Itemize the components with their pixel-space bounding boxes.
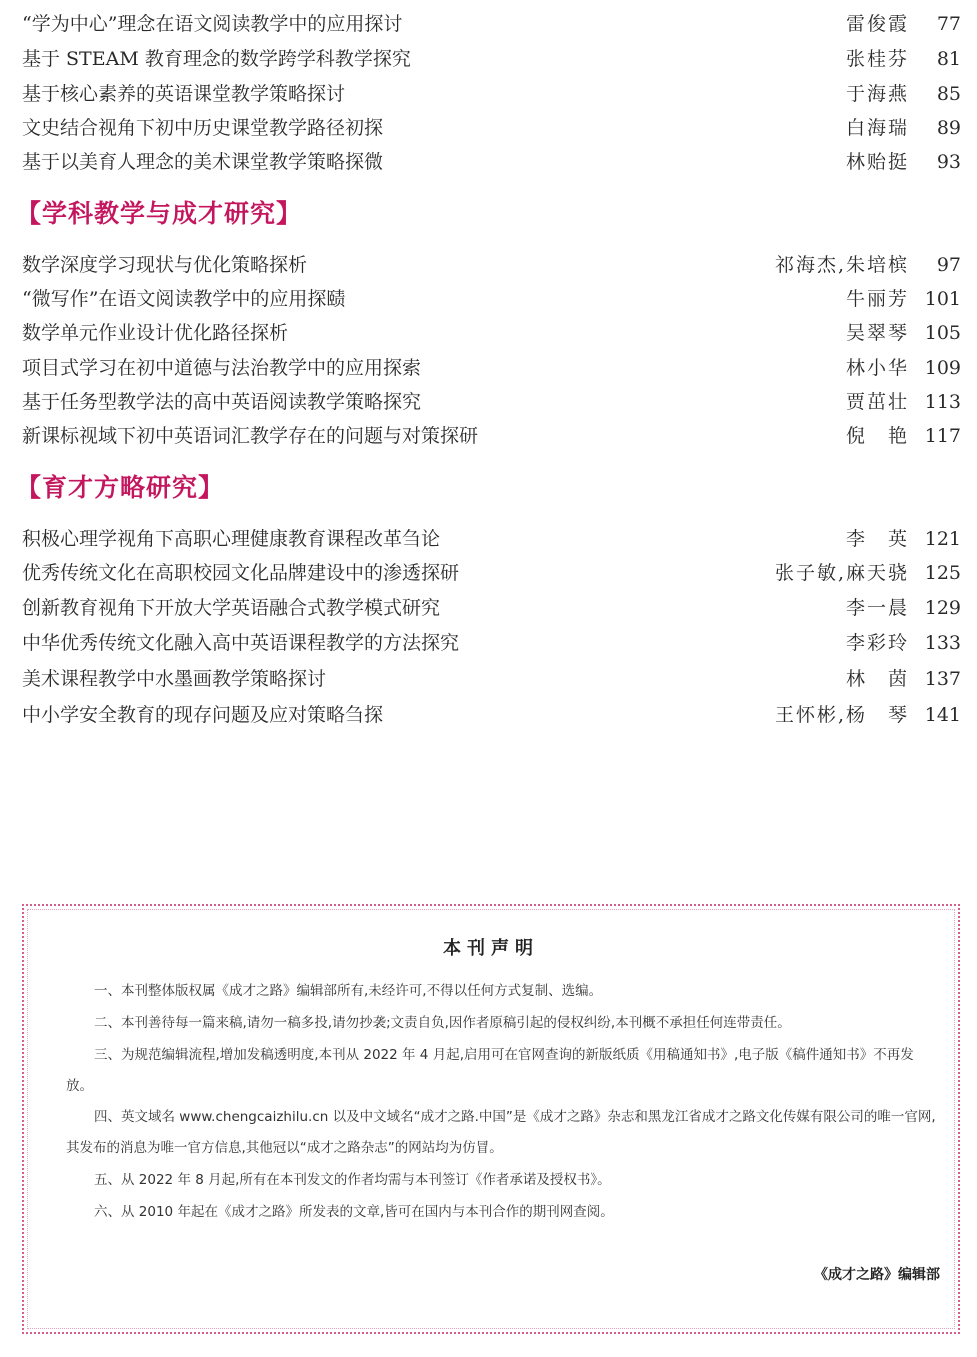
notice-item: 四、英文域名 www.chengcaizhilu.cn 以及中文域名“成才之路.中国”是《成才之路》杂志和黑龙江省成才之路文化传媒有限公司的唯一官网,其发布的消息为唯一官方信息,其他冠以“成才之路杂志”的网站均为仿冒。 — [66, 1109, 936, 1156]
entry-author: 林贻挺 — [845, 151, 909, 173]
toc-entry[interactable] — [22, 421, 961, 451]
entry-title: “学为中心”理念在语文阅读教学中的应用探讨 — [22, 13, 403, 35]
entry-page: 137 — [924, 668, 961, 690]
entry-title: 基于 STEAM 教育理念的数学跨学科教学探究 — [22, 48, 411, 70]
toc-entry[interactable] — [22, 593, 961, 623]
entry-title: 基于任务型教学法的高中英语阅读教学策略探究 — [22, 391, 422, 413]
entry-title: 基于核心素养的英语课堂教学策略探讨 — [22, 83, 346, 105]
toc-entry[interactable] — [22, 113, 961, 143]
entry-page: 133 — [924, 632, 961, 654]
toc-entry[interactable] — [22, 353, 961, 383]
entry-page: 77 — [936, 13, 961, 35]
section-heading: 【学科教学与成才研究】 — [16, 199, 303, 228]
entry-title: 优秀传统文化在高职校园文化品牌建设中的渗透探研 — [22, 562, 460, 584]
entry-page: 93 — [936, 151, 961, 173]
entry-author: 林 茵 — [845, 668, 909, 690]
toc-entry[interactable] — [22, 250, 961, 280]
toc-entry[interactable] — [22, 147, 961, 177]
entry-author: 倪 艳 — [845, 425, 909, 447]
toc-entry[interactable] — [22, 9, 961, 39]
entry-title: 基于以美育人理念的美术课堂教学策略探微 — [22, 151, 384, 173]
toc-entry[interactable] — [22, 79, 961, 109]
section-heading: 【育才方略研究】 — [16, 473, 225, 502]
entry-author: 雷俊霞 — [845, 13, 909, 35]
entry-title: 美术课程教学中水墨画教学策略探讨 — [22, 668, 327, 690]
toc-entry[interactable] — [22, 524, 961, 554]
notice-signature: 《成才之路》编辑部 — [814, 1267, 940, 1283]
entry-author: 张桂芬 — [845, 48, 909, 70]
entry-title: “微写作”在语文阅读教学中的应用探赜 — [22, 288, 346, 310]
entry-author: 李彩玲 — [845, 632, 909, 654]
toc-entry[interactable] — [22, 387, 961, 417]
entry-page: 81 — [936, 48, 961, 70]
entry-author: 李 英 — [845, 528, 909, 550]
entry-author: 吴翠琴 — [845, 322, 909, 344]
entry-author: 李一晨 — [845, 597, 909, 619]
entry-author: 王怀彬,杨 琴 — [774, 704, 909, 726]
notice-item: 三、为规范编辑流程,增加发稿透明度,本刊从 2022 年 4 月起,启用可在官网查询的新版纸质《用稿通知书》,电子版《稿件通知书》不再发放。 — [66, 1047, 914, 1094]
entry-author: 张子敏,麻天骁 — [774, 562, 909, 584]
toc-entry[interactable] — [22, 558, 961, 588]
notice-item: 五、从 2022 年 8 月起,所有在本刊发文的作者均需与本刊签订《作者承诺及授权书》。 — [94, 1172, 611, 1188]
toc-entry[interactable] — [22, 700, 961, 730]
entry-title: 项目式学习在初中道德与法治教学中的应用探索 — [22, 357, 422, 379]
entry-title: 数学深度学习现状与优化策略探析 — [22, 254, 308, 276]
entry-title: 中华优秀传统文化融入高中英语课程教学的方法探究 — [22, 632, 460, 654]
toc-entry[interactable] — [22, 664, 961, 694]
entry-author: 贾茁壮 — [845, 391, 909, 413]
entry-title: 数学单元作业设计优化路径探析 — [22, 322, 289, 344]
entry-title: 积极心理学视角下高职心理健康教育课程改革刍论 — [22, 528, 441, 550]
journal-notice-box — [22, 904, 960, 1334]
entry-page: 117 — [924, 425, 961, 447]
entry-page: 97 — [936, 254, 961, 276]
entry-page: 105 — [924, 322, 961, 344]
notice-item: 六、从 2010 年起在《成才之路》所发表的文章,皆可在国内与本刊合作的期刊网查阅。 — [94, 1204, 614, 1220]
entry-author: 白海瑞 — [845, 117, 909, 139]
entry-title: 新课标视域下初中英语词汇教学存在的问题与对策探研 — [22, 425, 479, 447]
entry-author: 牛丽芳 — [845, 288, 909, 310]
entry-page: 121 — [924, 528, 961, 550]
entry-page: 141 — [924, 704, 961, 726]
entry-title: 创新教育视角下开放大学英语融合式教学模式研究 — [22, 597, 441, 619]
entry-author: 林小华 — [845, 357, 909, 379]
notice-item: 二、本刊善待每一篇来稿,请勿一稿多投,请勿抄袭;文责自负,因作者原稿引起的侵权纠纷,本刊概不承担任何连带责任。 — [94, 1015, 791, 1031]
toc-entry[interactable] — [22, 628, 961, 658]
entry-title: 文史结合视角下初中历史课堂教学路径初探 — [22, 117, 384, 139]
entry-page: 125 — [924, 562, 961, 584]
entry-page: 113 — [924, 391, 961, 413]
notice-item: 一、本刊整体版权属《成才之路》编辑部所有,未经许可,不得以任何方式复制、选编。 — [94, 983, 603, 999]
entry-title: 中小学安全教育的现存问题及应对策略刍探 — [22, 704, 384, 726]
toc-entry[interactable] — [22, 318, 961, 348]
entry-page: 89 — [936, 117, 961, 139]
entry-author: 祁海杰,朱培槟 — [774, 254, 909, 276]
notice-title: 本刊声明 — [443, 938, 539, 959]
toc-entry[interactable] — [22, 284, 961, 314]
entry-page: 101 — [924, 288, 961, 310]
entry-page: 109 — [924, 357, 961, 379]
toc-entry[interactable] — [22, 44, 961, 74]
entry-page: 85 — [936, 83, 961, 105]
entry-author: 于海燕 — [845, 83, 909, 105]
entry-page: 129 — [924, 597, 961, 619]
